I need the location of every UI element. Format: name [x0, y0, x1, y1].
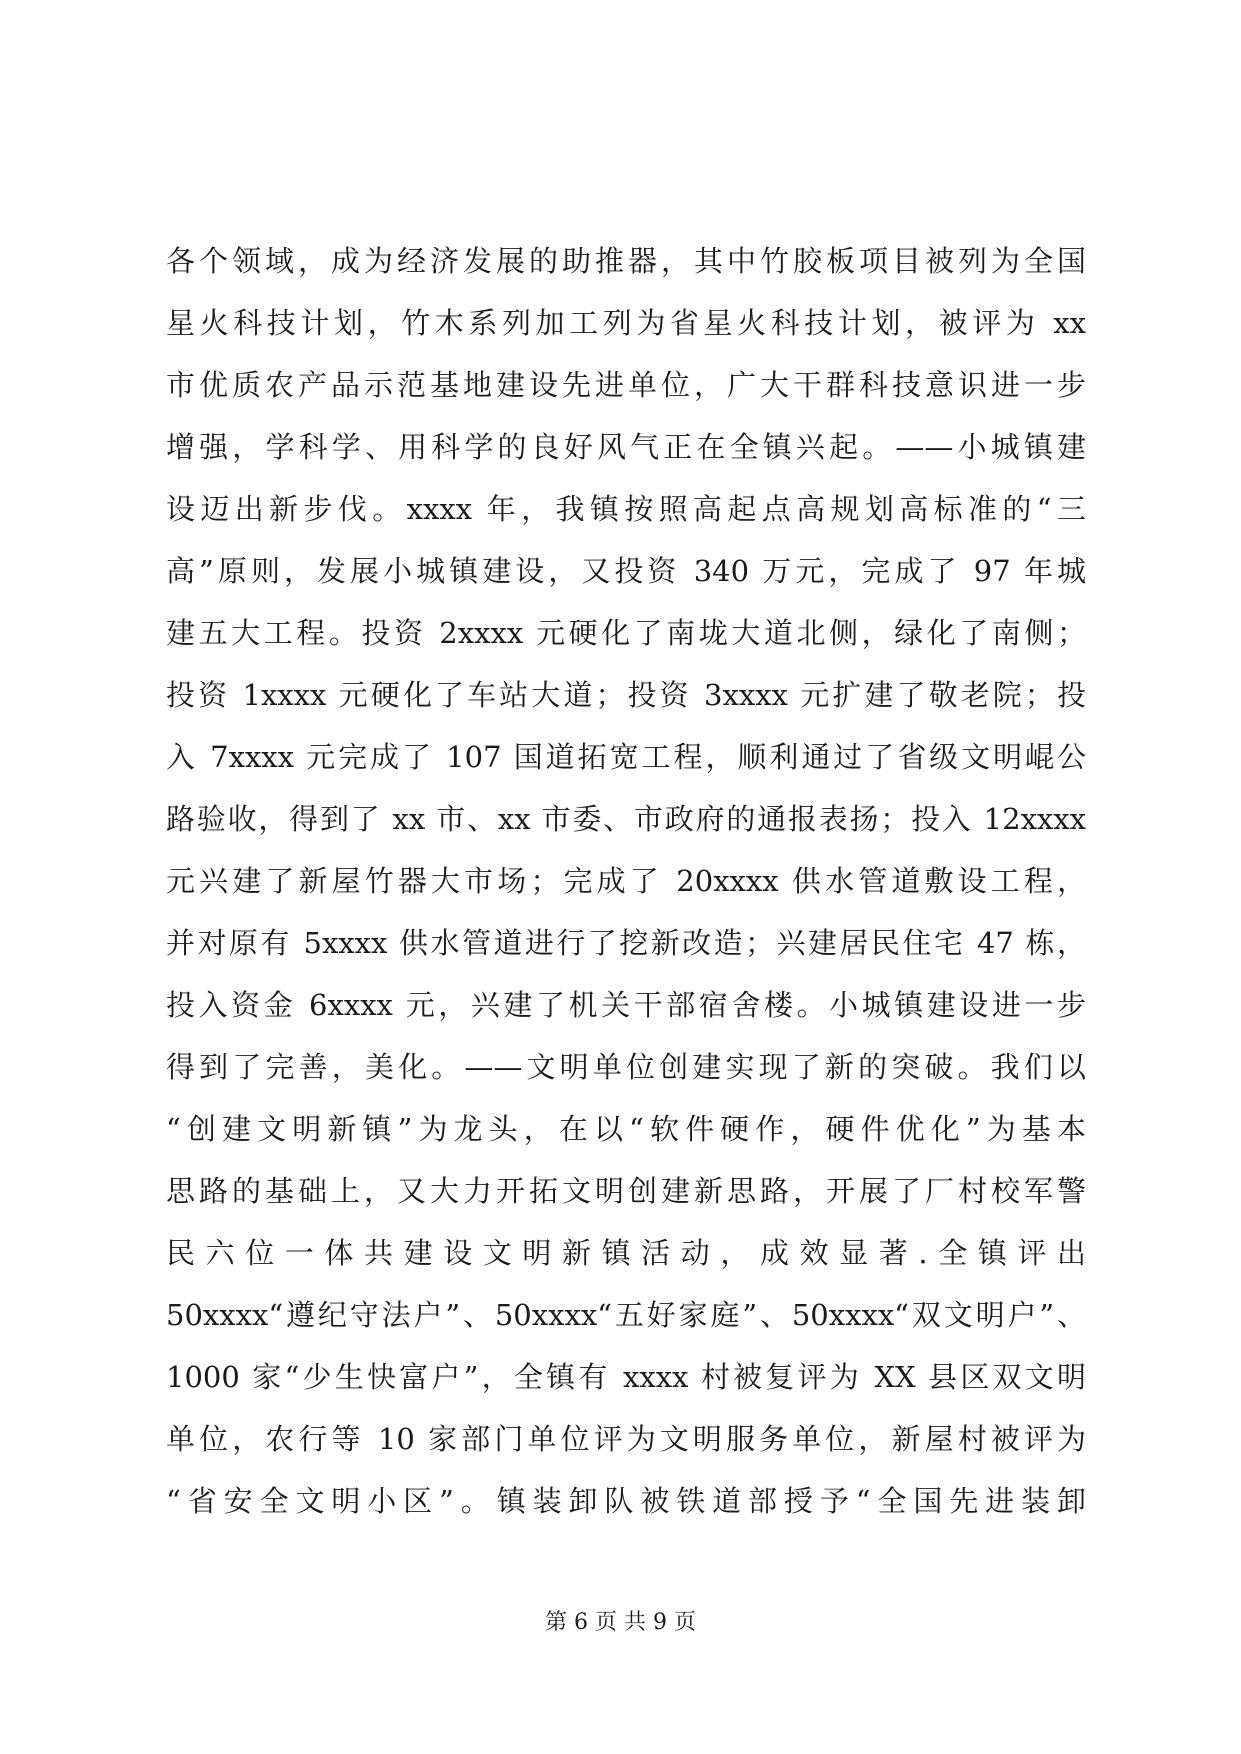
text-line: 高”原则，发展小城镇建设，又投资 340 万元，完成了 97 年城 [166, 554, 1086, 588]
text-line: 各个领域，成为经济发展的助推器，其中竹胶板项目被列为全国 [166, 244, 1086, 278]
text-line: 单位，农行等 10 家部门单位评为文明服务单位，新屋村被评为 [166, 1422, 1086, 1456]
text-line: 1000 家“少生快富户”，全镇有 xxxx 村被复评为 XX 县区双文明 [166, 1360, 1086, 1394]
text-line: 设迈出新步伐。xxxx 年，我镇按照高起点高规划高标准的“三 [166, 492, 1086, 526]
text-line: 得到了完善，美化。——文明单位创建实现了新的突破。我们以 [166, 1050, 1086, 1084]
text-line: 入 7xxxx 元完成了 107 国道拓宽工程，顺利通过了省级文明崐公 [166, 740, 1086, 774]
text-line: 思路的基础上，又大力开拓文明创建新思路，开展了厂村校军警 [166, 1174, 1086, 1208]
text-line: 增强，学科学、用科学的良好风气正在全镇兴起。——小城镇建 [166, 430, 1086, 464]
page-number-footer: 第 6 页 共 9 页 [545, 1610, 696, 1635]
text-line: 民六位一体共建设文明新镇活动，成效显著.全镇评出 [166, 1236, 1086, 1270]
text-line: 星火科技计划，竹木系列加工列为省星火科技计划，被评为 xx [166, 306, 1086, 340]
text-line: 路验收，得到了 xx 市、xx 市委、市政府的通报表扬；投入 12xxxx [166, 802, 1086, 836]
text-line: 投入资金 6xxxx 元，兴建了机关干部宿舍楼。小城镇建设进一步 [166, 988, 1086, 1022]
text-line: 市优质农产品示范基地建设先进单位，广大干群科技意识进一步 [166, 368, 1086, 402]
text-line: “创建文明新镇”为龙头，在以“软件硬作，硬件优化”为基本 [166, 1112, 1086, 1146]
text-line: 元兴建了新屋竹器大市场；完成了 20xxxx 供水管道敷设工程， [166, 864, 1086, 898]
text-line: 建五大工程。投资 2xxxx 元硬化了南垅大道北侧，绿化了南侧； [166, 616, 1086, 650]
text-line: “省安全文明小区”。镇装卸队被铁道部授予“全国先进装卸 [166, 1484, 1086, 1518]
body-text [166, 230, 1086, 1532]
text-line: 50xxxx“遵纪守法户”、50xxxx“五好家庭”、50xxxx“双文明户”、 [166, 1298, 1086, 1332]
text-line: 并对原有 5xxxx 供水管道进行了挖新改造；兴建居民住宅 47 栋， [166, 926, 1086, 960]
text-line: 投资 1xxxx 元硬化了车站大道；投资 3xxxx 元扩建了敬老院；投 [166, 678, 1086, 712]
